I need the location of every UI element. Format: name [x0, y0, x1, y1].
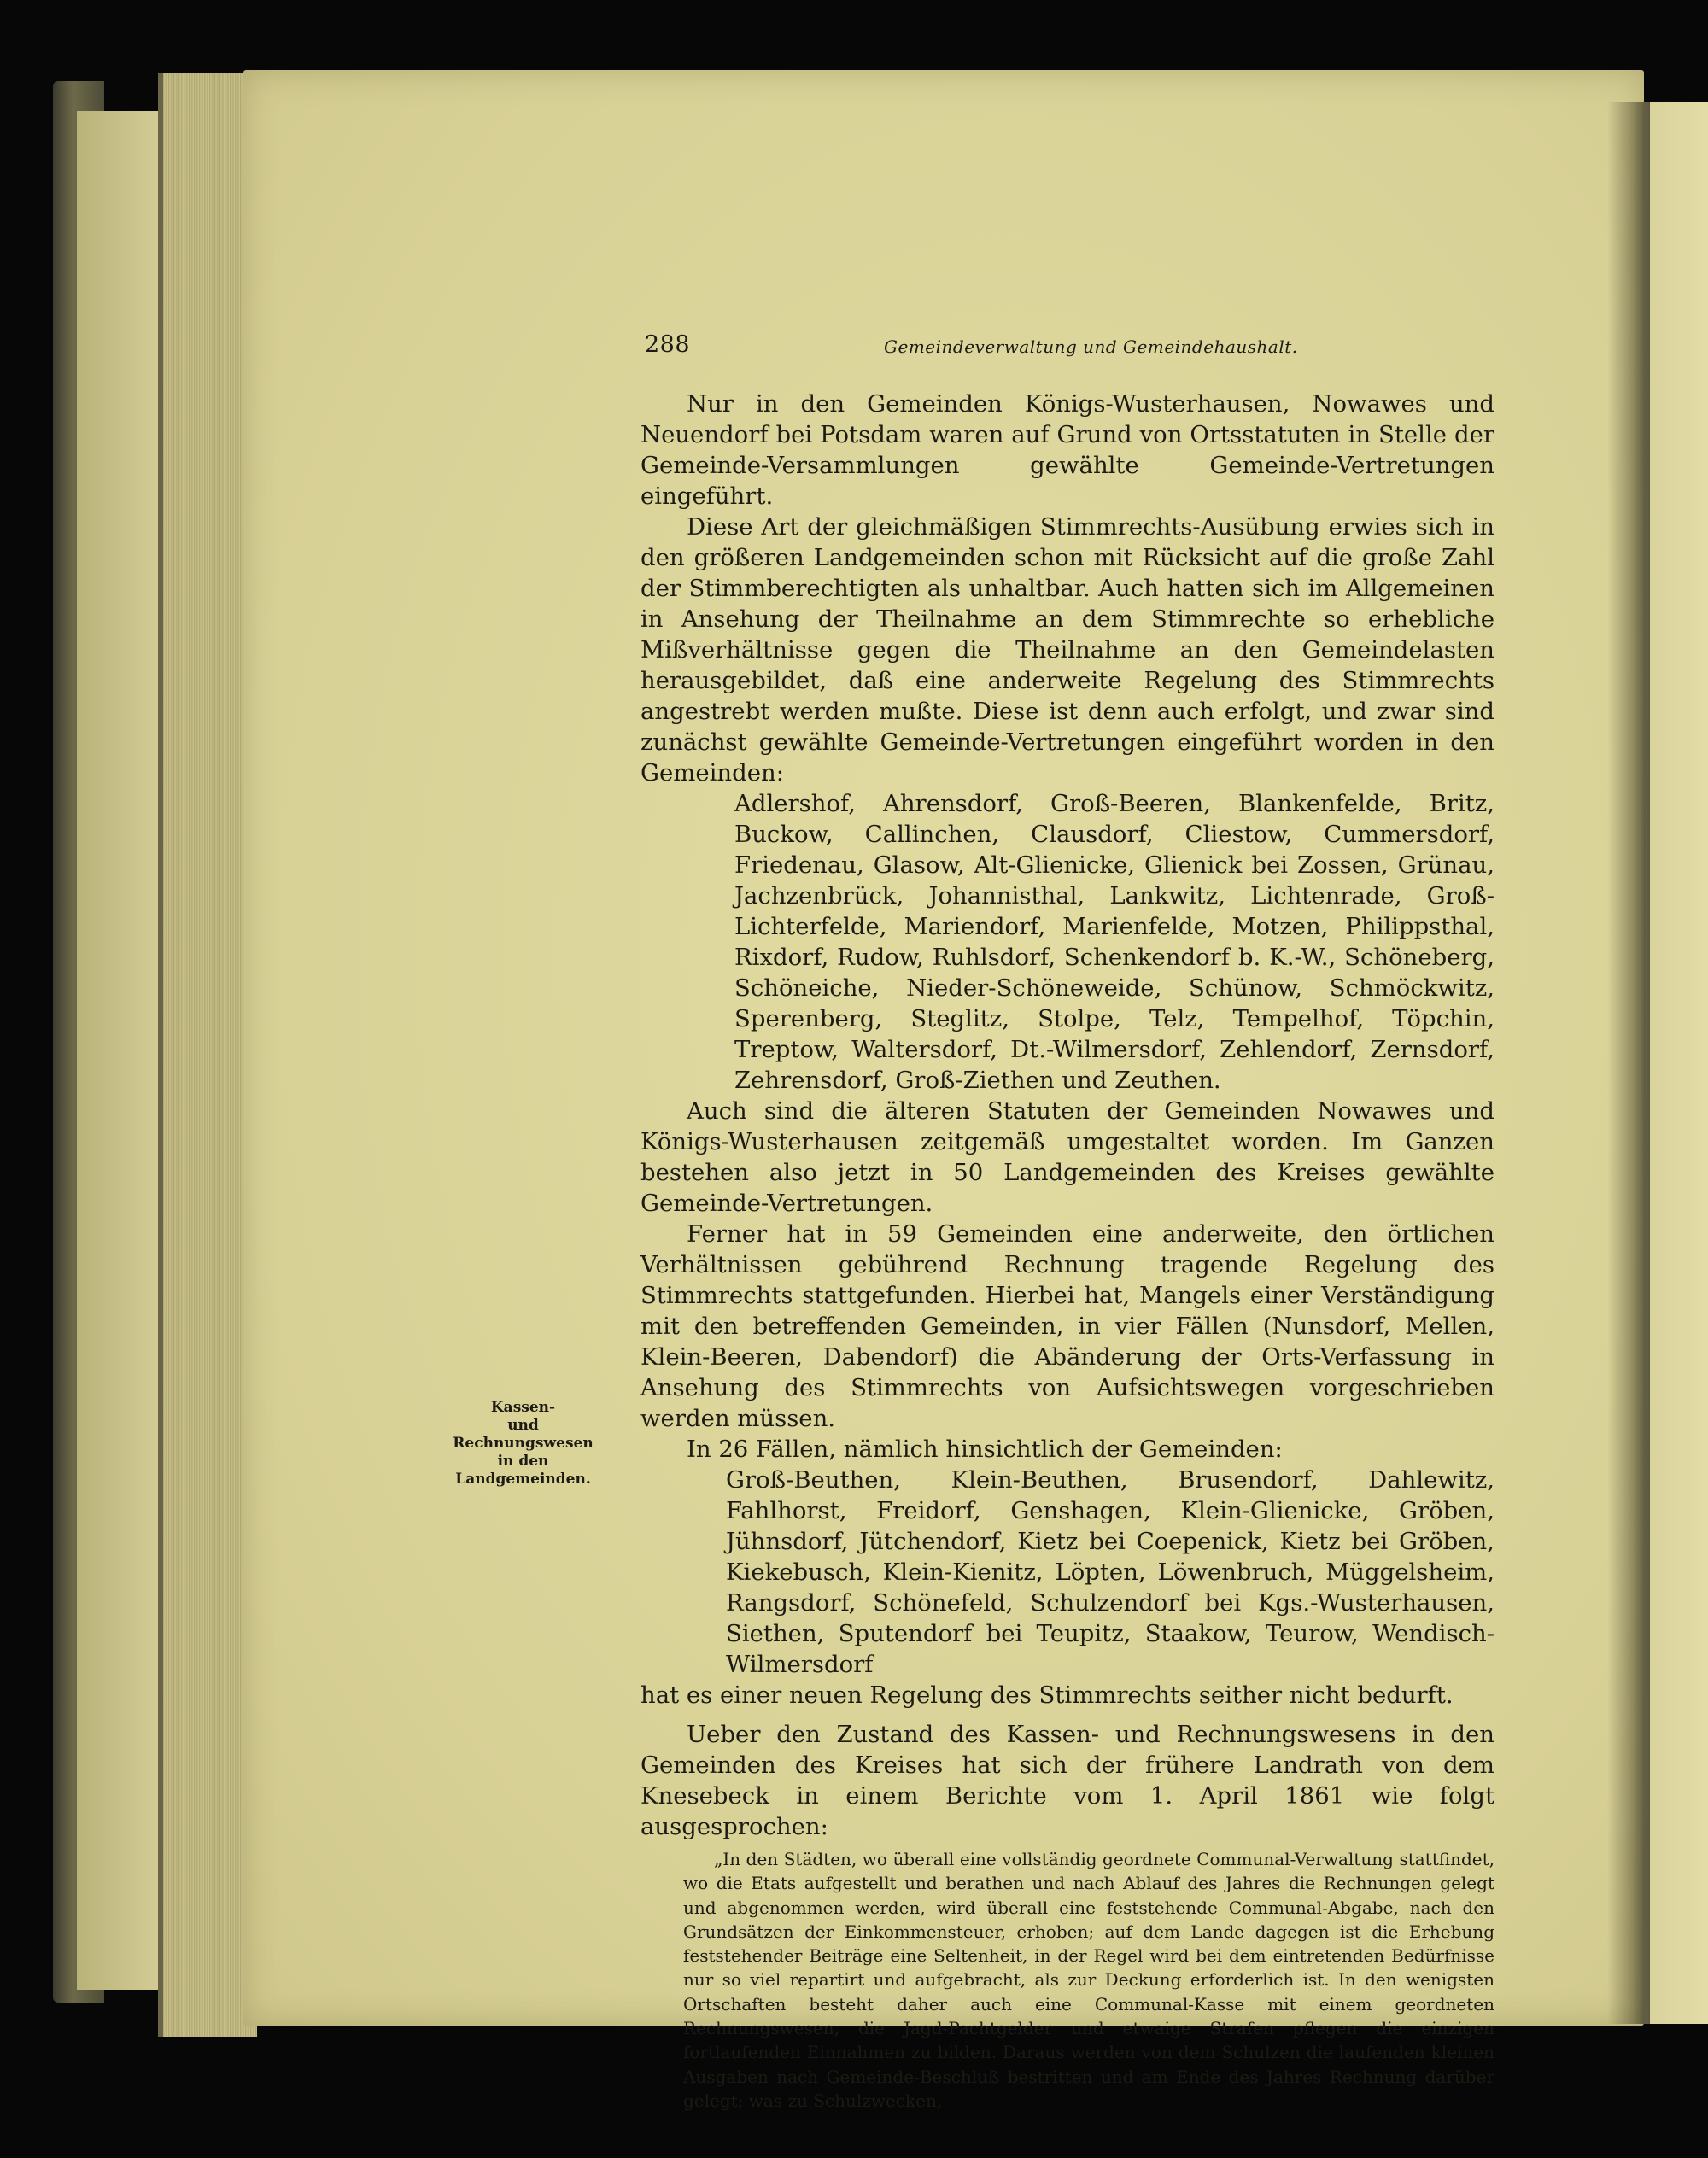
margin-note-line-1: Kassen- — [490, 1399, 556, 1416]
paragraph-3: Auch sind die älteren Statuten der Gemeinden Nowawes und Königs-Wusterhausen zeitgemäß umgestaltet worden. Im Ganzen bestehen also jetzt in 50 Landgemeinden des Kreises gewählte Gemeinde-Vertretungen. — [640, 1097, 1494, 1217]
margin-note-line-3: in den — [497, 1453, 549, 1470]
body-text — [640, 389, 1494, 2113]
book-page — [243, 70, 1644, 2111]
page-fold-shadow — [1607, 102, 1650, 2024]
municipality-list-1: Adlershof, Ahrensdorf, Groß-Beeren, Blankenfelde, Britz, Buckow, Callinchen, Clausdorf, Cliestow, Cummersdorf, Friedenau, Glasow, Alt-Glienicke, Glienick bei Zossen, Grünau, Jachzenbrück, Johannisthal, Lankwitz, Lichtenrade, Groß-Lichterfelde, Mariendorf, Marienfelde, Motzen, Philippsthal, Rixdorf, Rudow, Ruhlsdorf, Schenkendorf b. K.-W., Schöneberg, Schöneiche, Nieder-Schöneweide, Schünow, Schmöckwitz, Sperenberg, Steglitz, Stolpe, Telz, Tempelhof, Töpchin, Treptow, Waltersdorf, Dt.-Wilmersdorf, Zehlendorf, Zernsdorf, Zehrensdorf, Groß-Ziethen und Zeuthen. — [734, 790, 1494, 1094]
paragraph-5: In 26 Fällen, nämlich hinsichtlich der Gemeinden: — [687, 1436, 1283, 1463]
page-stack-edges — [158, 73, 257, 2037]
page-number: 288 — [645, 331, 691, 358]
paragraph-1: Nur in den Gemeinden Königs-Wusterhausen, Nowawes und Neuendorf bei Potsdam waren auf Grund von Ortsstatuten in Stelle der Gemeinde-Versammlungen gewählte Gemeinde-Vertretungen eingeführt. — [640, 390, 1494, 510]
paragraph-6: hat es einer neuen Regelung des Stimmrechts seither nicht bedurft. — [640, 1681, 1454, 1709]
left-page-edge — [77, 111, 171, 1990]
paragraph-2: Diese Art der gleichmäßigen Stimmrechts-Ausübung erwies sich in den größeren Landgemeinden schon mit Rücksicht auf die große Zahl der Stimmberechtigten als unhaltbar. Auch hatten sich im Allgemeinen in Ansehung der Theilnahme an dem Stimmrechte so erhebliche Mißverhältnisse gegen die Theilnahme an den Gemeindelasten herausgebildet, daß eine anderweite Regelung des Stimmrechts angestrebt werden mußte. Diese ist denn auch erfolgt, und zwar sind zunächst gewählte Gemeinde-Vertretungen eingeführt worden in den Gemeinden: — [640, 513, 1494, 787]
margin-note-line-4: Landgemeinden. — [455, 1471, 591, 1488]
block-quote — [683, 1847, 1494, 2113]
running-title: Gemeindeverwaltung und Gemeindehaushalt. — [884, 336, 1298, 357]
paragraph-4: Ferner hat in 59 Gemeinden eine anderweite, den örtlichen Verhältnissen gebührend Rechnung tragende Regelung des Stimmrechts stattgefunden. Hierbei hat, Mangels einer Verständigung mit den betreffenden Gemeinden, in vier Fällen (Nunsdorf, Mellen, Klein-Beeren, Dabendorf) die Abänderung der Orts-Verfassung in Ansehung des Stimmrechts von Aufsichtswegen vorgeschrieben werden müssen. — [640, 1220, 1494, 1432]
quote-text: „In den Städten, wo überall eine vollständig geordnete Communal-Verwaltung stattfindet, wo die Etats aufgestellt und berathen und nach Ablauf des Jahres die Rechnungen gelegt und abgenommen werden, wird überall eine feststehende Communal-Abgabe, nach den Grundsätzen der Einkommensteuer, erhoben; auf dem Lande dagegen ist die Erhebung feststehender Beiträge eine Seltenheit, in der Regel wird bei dem eintretenden Bedürfnisse nur so viel repartirt und aufgebracht, als zur Deckung erforderlich ist. In den wenigsten Ortschaften besteht daher auch eine Communal-Kasse mit einem geordneten Rechnungswesen, die Jagd-Pachtgelder und etwaige Strafen pflegen die einzigen fortlaufenden Einnahmen zu bilden. Daraus werden von dem Schulzen die laufenden kleinen Ausgaben nach Gemeinde-Beschluß bestritten und am Ende des Jahres Rechnung darüber gelegt; was zu Schulzwecken, — [683, 1849, 1494, 2111]
margin-note-line-2: und Rechnungswesen — [453, 1417, 594, 1452]
municipality-list-2: Groß-Beuthen, Klein-Beuthen, Brusendorf, Dahlewitz, Fahlhorst, Freidorf, Genshagen, Klein-Glienicke, Gröben, Jühnsdorf, Jütchendorf, Kietz bei Coepenick, Kietz bei Gröben, Kiekebusch, Klein-Kienitz, Löpten, Löwenbruch, Müggelsheim, Rangsdorf, Schönefeld, Schulzendorf bei Kgs.-Wusterhausen, Siethen, Sputendorf bei Teupitz, Staakow, Teurow, Wendisch-Wilmersdorf — [726, 1466, 1494, 1678]
paragraph-7: Ueber den Zustand des Kassen- und Rechnungswesens in den Gemeinden des Kreises hat sich der frühere Landrath von dem Knesebeck in einem Berichte vom 1. April 1861 wie folgt ausgesprochen: — [640, 1721, 1494, 1840]
margin-note — [436, 1399, 611, 1488]
